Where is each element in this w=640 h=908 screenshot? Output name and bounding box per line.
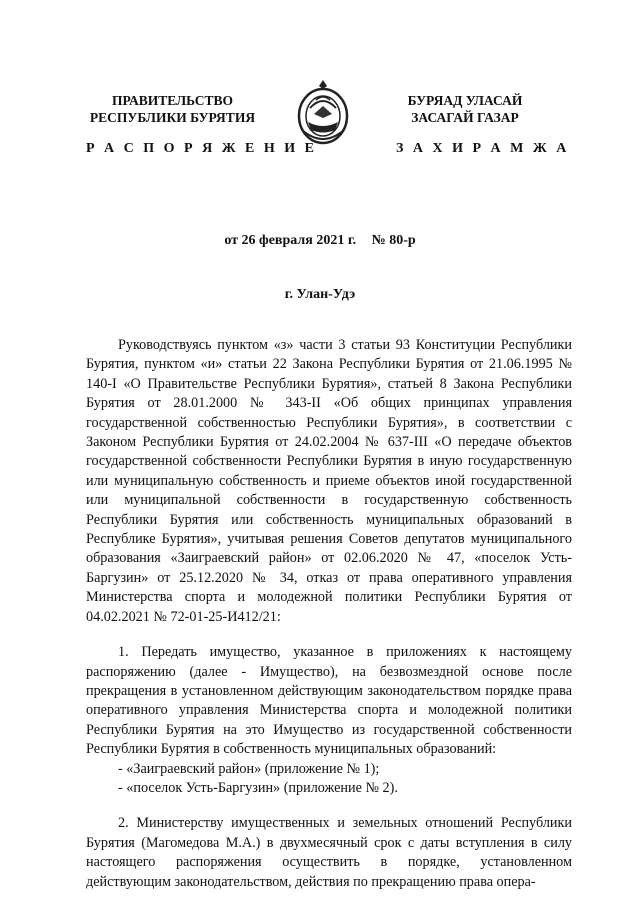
- paragraph-preamble: Руководствуясь пунктом «з» части 3 статьи 93 Конституции Республики Бурятия, пунктом «и» статьи 22 Закона Республики Бурятия от 21.06.1995 № 140-I «О Правительстве Республики Бурятия», статьей 8 Закона Республики Бурятия от 28.01.2000 № 343-II «Об общих принципах управления государственной собственностью Республики Бурятия», в соответствии с Законом Республики Бурятия от 24.02.2004 № 637-III «О передаче объектов государственной собственности Республики Бурятия в иную государственную или муниципальную собственность и приеме объектов иной государственной или муниципальной собственности в государственную собственность Республики Бурятия или собственность муниципальных образований в Республике Бурятия», учитывая решения Советов депутатов муниципального образования «Заиграевский район» от 02.06.2020 № 47, «поселок Усть-Баргузин» от 25.12.2020 № 34, отказ от права оперативного управления Министерства спорта и молодежной политики Республики Бурятия от 04.02.2021 № 72-01-25-И412/21:: [86, 337, 572, 625]
- header-left-line2: РЕСПУБЛИКИ БУРЯТИЯ: [89, 110, 256, 125]
- document-number: № 80-р: [371, 233, 416, 248]
- document-kind-ru: Р А С П О Р Я Ж Е Н И Е: [86, 141, 318, 156]
- header-left-line1: ПРАВИТЕЛЬСТВО: [111, 93, 233, 108]
- paragraph-item-1: 1. Передать имущество, указанное в приложениях к настоящему распоряжению (далее - Имущество), на безвозмездной основе после прекращения в установленном действующим законодательством порядке права оперативного управления Министерства спорта и молодежной политики Республики Бурятия на это Имущество из государственной собственности Республики Бурятия в собственность муниципальных образований:: [86, 644, 572, 758]
- coat-of-arms-emblem: [296, 78, 350, 148]
- document-kind-bua: З А Х И Р А М Ж А: [396, 141, 570, 156]
- header-right-line1: БУРЯАД УЛАСАЙ: [407, 93, 523, 108]
- document-body: [86, 336, 572, 908]
- header-right-line2: ЗАСАГАЙ ГАЗАР: [411, 110, 519, 125]
- city-line: г. Улан-Удэ: [284, 287, 356, 302]
- header-right: [360, 92, 570, 126]
- list-item: - «поселок Усть-Баргузин» (приложение № 2).: [118, 779, 398, 796]
- document-date: от 26 февраля 2021 г.: [224, 233, 357, 248]
- header-left: [60, 92, 285, 126]
- date-line: [0, 233, 640, 249]
- paragraph-item-2: 2. Министерству имущественных и земельных отношений Республики Бурятия (Магомедова М.А.) в двухмесячный срок с даты вступления в силу настоящего распоряжения осуществить в порядке, установленном действующим законодательством, действия по прекращению права опера-: [86, 815, 572, 890]
- list-item: - «Заиграевский район» (приложение № 1);: [118, 760, 380, 777]
